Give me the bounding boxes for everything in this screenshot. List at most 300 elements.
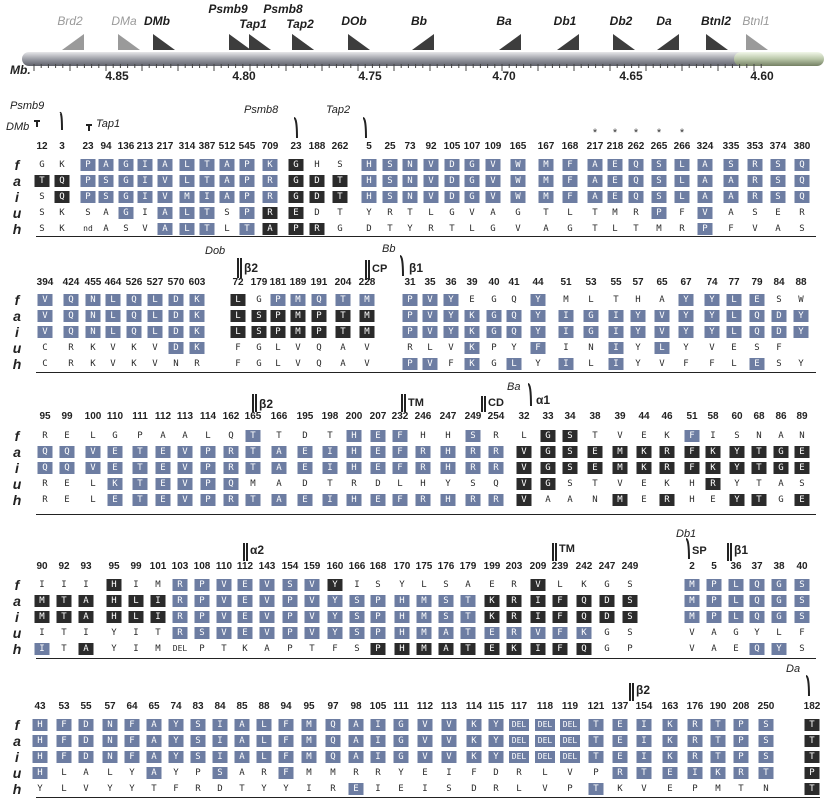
residue-cell: N [403,159,418,171]
residue-cell: S [439,611,454,623]
residue-cell: R [489,462,504,474]
residue-cell: G [119,175,134,187]
residue-cell: E [349,783,364,795]
residue-cell: R [688,735,703,747]
residue-cell: F [57,719,72,731]
residue-cell: G [119,191,134,203]
residue-cell: R [263,191,278,203]
residue-cell: A [728,208,734,218]
residue-cell: E [469,295,475,305]
residue-cell: I [446,768,452,778]
residue-cell: M [685,611,700,623]
position-label: 100 [84,411,102,422]
position-label: 113 [440,701,458,712]
residue-cell: S [771,191,786,203]
residue-cell: T [327,479,333,489]
position-label: 160 [326,561,344,572]
region-annotation: TM [559,543,575,555]
residue-cell: L [675,191,690,203]
position-label: 3 [59,141,65,152]
residue-cell: R [489,446,504,458]
position-label: 110 [106,411,124,422]
residue-cell: L [107,768,113,778]
residue-cell: F [393,462,408,474]
residue-cell: S [350,611,365,623]
conserved-star-icon: * [633,127,639,139]
conserved-star-icon: * [679,127,685,139]
residue-cell: P [201,494,216,506]
residue-cell: Y [683,343,689,353]
residue-cell: A [147,751,162,763]
residue-cell: D [366,224,372,234]
strain-label: a [13,308,21,324]
residue-cell: E [613,751,628,763]
position-label: 165 [509,141,527,152]
position-label: 136 [117,141,135,152]
residue-cell: L [776,628,782,638]
residue-cell: A [778,431,784,441]
position-label: 217 [156,141,174,152]
residue-cell: S [771,159,786,171]
residue-cell: H [395,595,410,607]
residue-cell: P [271,326,286,338]
residue-cell: R [734,767,749,779]
residue-cell: Y [705,326,720,338]
position-label: 239 [551,561,569,572]
residue-cell: R [748,191,763,203]
position-label: 464 [104,277,122,288]
residue-cell: P [707,611,722,623]
residue-cell: T [407,208,413,218]
residue-cell: P [271,310,286,322]
strain-label: u [12,625,22,641]
residue-cell: S [39,208,45,218]
position-label: 394 [36,277,54,288]
residue-cell: T [759,767,774,779]
residue-cell: K [467,719,482,731]
residue-cell: L [428,208,434,218]
residue-cell: A [235,735,250,747]
residue-cell: H [362,191,377,203]
residue-cell: R [353,768,359,778]
residue-cell: L [507,358,522,370]
residue-cell: Y [489,719,504,731]
residue-cell: G [541,478,556,490]
position-label: 58 [707,411,719,422]
position-label: 105 [369,701,387,712]
residue-cell: G [491,359,497,369]
residue-cell: H [107,595,122,607]
position-label: 165 [244,411,262,422]
gene-label: Btnl1 [742,14,770,28]
residue-cell: S [354,644,360,654]
residue-cell: V [659,359,665,369]
residue-cell: R [173,579,188,591]
residue-cell: H [441,494,456,506]
residue-cell: N [86,294,101,306]
position-label: 88 [258,701,270,712]
residue-cell: P [652,207,667,219]
residue-cell: Y [531,326,546,338]
position-label: 387 [198,141,216,152]
position-label: 2 [689,561,695,572]
position-label: 190 [709,701,727,712]
residue-cell: I [559,358,574,370]
residue-cell: DEL [509,751,529,763]
position-label: 79 [751,277,763,288]
position-label: 44 [532,277,544,288]
position-label: 242 [575,561,593,572]
residue-cell: Y [631,326,646,338]
residue-cell: F [279,719,294,731]
residue-cell: V [110,343,116,353]
residue-cell: A [147,767,162,779]
residue-cell: P [240,191,255,203]
residue-cell: A [264,644,270,654]
position-label: 545 [238,141,256,152]
residue-cell: R [679,224,685,234]
residue-cell: S [224,208,230,218]
residue-cell: K [577,627,592,639]
residue-cell: S [752,208,758,218]
residue-cell: S [350,627,365,639]
position-label: 93 [80,561,92,572]
residue-cell: A [711,628,717,638]
residue-cell: L [612,224,618,234]
residue-cell: F [235,359,241,369]
region-annotation: Db1 [676,528,697,540]
residue-cell: K [465,326,480,338]
residue-cell: I [133,644,139,654]
residue-cell: Y [445,479,451,489]
residue-cell: T [738,784,744,794]
residue-cell: DEL [172,644,188,653]
residue-cell: M [306,768,312,778]
residue-cell: R [507,595,522,607]
residue-cell: Y [169,751,184,763]
residue-cell: I [559,310,574,322]
residue-cell: T [449,224,455,234]
residue-cell: A [698,191,713,203]
residue-cell: T [711,735,726,747]
residue-cell: W [511,175,526,187]
position-label: 512 [218,141,236,152]
residue-cell: N [103,735,118,747]
residue-cell: I [133,628,139,638]
residue-cell: T [805,719,820,731]
residue-cell: T [246,446,261,458]
residue-cell: G [584,310,599,322]
position-label: 90 [36,561,48,572]
residue-cell: T [240,223,255,235]
residue-cell: S [627,628,633,638]
region-annotation: β1 [734,543,748,557]
residue-cell: S [771,175,786,187]
residue-cell: T [613,295,619,305]
residue-cell: I [637,719,652,731]
residue-cell: P [137,431,143,441]
residue-cell: M [35,611,50,623]
residue-cell: L [542,768,548,778]
residue-cell: S [623,595,638,607]
residue-cell: L [180,223,195,235]
residue-cell: P [734,735,749,747]
residue-cell: L [567,208,573,218]
residue-cell: E [156,478,171,490]
residue-cell: R [330,784,336,794]
position-label: 5 [711,561,717,572]
residue-cell: P [81,159,96,171]
residue-cell: E [238,627,253,639]
position-label: 162 [222,411,240,422]
residue-cell: D [79,719,94,731]
residue-cell: G [394,719,409,731]
residue-cell: L [90,479,96,489]
residue-cell: R [613,767,628,779]
residue-cell: P [371,627,386,639]
residue-cell: S [195,627,210,639]
strain-label: u [12,340,22,356]
residue-cell: G [39,160,45,170]
position-label: 25 [384,141,396,152]
residue-cell: G [487,310,502,322]
residue-cell: I [61,580,67,590]
strain-label: a [13,444,21,460]
position-label: 247 [439,411,457,422]
strain-label: f [14,428,20,444]
residue-cell: DEL [560,751,580,763]
residue-cell: K [90,343,96,353]
strain-label: i [15,609,19,625]
residue-cell: V [260,595,275,607]
residue-cell: Q [326,751,341,763]
residue-cell: A [103,224,109,234]
residue-cell: K [664,431,670,441]
residue-cell: I [151,595,166,607]
position-label: 46 [661,411,673,422]
residue-cell: R [42,495,48,505]
residue-cell: T [756,479,762,489]
gene-arrow-icon [292,34,314,50]
residue-cell: A [567,495,573,505]
residue-cell: R [173,627,188,639]
residue-cell: E [298,446,313,458]
residue-cell: V [142,224,148,234]
residue-cell: S [563,446,578,458]
residue-cell: R [466,462,481,474]
residue-cell: F [448,359,454,369]
residue-cell: T [133,478,148,490]
residue-cell: F [799,628,805,638]
residue-cell: L [516,784,522,794]
region-annotation: Bb [382,243,396,255]
residue-cell: V [217,627,232,639]
residue-cell: E [795,462,810,474]
residue-cell: Q [795,159,810,171]
residue-cell: S [191,735,206,747]
position-label: 34 [564,411,576,422]
residue-cell: L [729,595,744,607]
residue-cell: Y [444,310,459,322]
residue-cell: A [147,735,162,747]
position-label: 73 [404,141,416,152]
residue-cell: V [86,462,101,474]
residue-cell: P [707,579,722,591]
residue-cell: Y [107,784,113,794]
residue-cell: A [340,343,346,353]
residue-cell: V [617,479,623,489]
residue-cell: C [42,343,48,353]
block-divider [36,236,816,237]
residue-cell: H [395,627,410,639]
residue-cell: Q [750,611,765,623]
residue-cell: N [763,784,769,794]
residue-cell: R [263,175,278,187]
residue-cell: M [539,175,554,187]
residue-cell: DEL [535,751,555,763]
residue-cell: S [383,191,398,203]
residue-cell: I [138,175,153,187]
position-label: 74 [170,701,182,712]
residue-cell: D [445,175,460,187]
position-label: 53 [585,277,597,288]
residue-cell: K [664,479,670,489]
residue-cell: N [103,719,118,731]
residue-cell: L [557,580,563,590]
residue-cell: M [613,462,628,474]
residue-cell: A [83,768,89,778]
residue-cell: G [394,735,409,747]
position-label: 74 [706,277,718,288]
residue-cell: N [588,343,594,353]
position-label: 166 [270,411,288,422]
residue-cell: L [205,431,211,441]
residue-cell: T [336,310,351,322]
residue-cell: W [511,191,526,203]
strain-label: i [15,460,19,476]
residue-cell: E [371,430,386,442]
residue-cell: K [131,359,137,369]
residue-cell: A [349,735,364,747]
residue-cell: S [39,224,45,234]
residue-cell: Q [493,479,499,489]
position-label: 94 [100,141,112,152]
residue-cell: E [731,343,737,353]
residue-cell: E [108,446,123,458]
position-label: 250 [757,701,775,712]
residue-cell: N [86,326,101,338]
residue-cell: Y [444,326,459,338]
residue-cell: L [727,310,742,322]
residue-cell: L [727,326,742,338]
position-label: 182 [803,701,821,712]
residue-cell: Q [629,159,644,171]
residue-cell: R [660,446,675,458]
position-label: 65 [148,701,160,712]
residue-cell: P [371,643,386,655]
strain-label: i [15,324,19,340]
position-label: 84 [214,701,226,712]
position-label: 199 [483,561,501,572]
residue-cell: D [169,310,184,322]
residue-cell: V [305,627,320,639]
residue-cell: L [588,359,594,369]
residue-cell: S [623,611,638,623]
residue-cell: M [612,208,618,218]
residue-cell: S [567,479,573,489]
residue-cell: E [775,208,781,218]
residue-cell: Y [754,628,760,638]
residue-cell: F [553,595,568,607]
residue-cell: E [588,462,603,474]
residue-cell: A [263,223,278,235]
residue-cell: V [442,735,457,747]
gene-label: Db1 [553,14,577,28]
residue-cell: Q [224,478,239,490]
residue-cell: P [289,223,304,235]
residue-cell: A [239,768,245,778]
residue-cell: T [589,751,604,763]
residue-cell: S [85,208,91,218]
residue-cell: V [698,207,713,219]
residue-cell: R [407,343,413,353]
residue-cell: E [371,446,386,458]
residue-cell: E [613,719,628,731]
residue-cell: F [279,751,294,763]
residue-cell: K [108,478,123,490]
position-label: 39 [466,277,478,288]
residue-cell: V [295,359,301,369]
position-label: 109 [484,141,502,152]
residue-cell: P [195,768,201,778]
residue-cell: Y [531,294,546,306]
scale-label: 4.65 [619,69,643,83]
residue-cell: F [563,159,578,171]
residue-cell: P [283,611,298,623]
residue-cell: K [465,310,480,322]
residue-cell: M [35,595,50,607]
residue-cell: V [448,343,454,353]
gene-arrow-icon [229,34,251,50]
residue-cell: Q [507,326,522,338]
residue-cell: G [584,326,599,338]
position-label: 143 [258,561,276,572]
position-label: 262 [627,141,645,152]
residue-cell: D [772,310,787,322]
residue-cell: E [710,495,716,505]
position-label: 55 [80,701,92,712]
residue-cell: H [33,767,48,779]
residue-cell: M [360,326,375,338]
residue-cell: P [195,611,210,623]
position-label: 39 [614,411,626,422]
residue-cell: V [424,175,439,187]
residue-cell: D [310,191,325,203]
residue-cell: F [683,359,689,369]
position-label: 115 [487,701,505,712]
residue-cell: V [178,494,193,506]
residue-cell: R [42,431,48,441]
region-annotation: TM [408,397,424,409]
residue-cell: R [173,611,188,623]
residue-cell: R [660,462,675,474]
residue-cell: T [246,430,261,442]
residue-cell: S [799,644,805,654]
residue-cell: T [35,175,50,187]
residue-cell: D [375,479,381,489]
residue-cell: V [423,358,438,370]
gene-label: Tap2 [286,17,314,31]
